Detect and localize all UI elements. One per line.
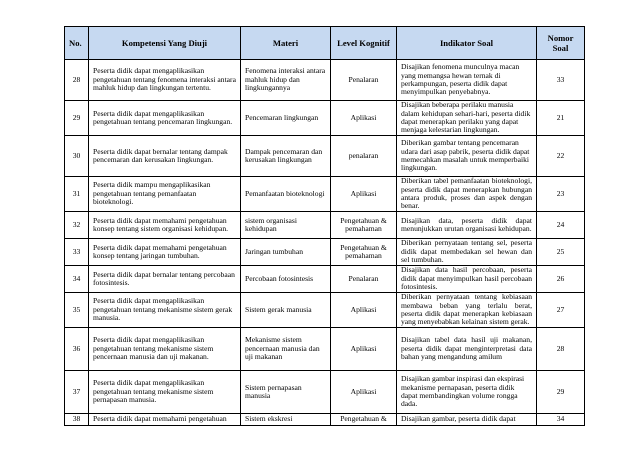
cell-nomor: 28	[537, 328, 585, 371]
cell-no: 32	[65, 212, 89, 239]
cell-materi: sistem organisasi kehidupan	[241, 212, 331, 239]
cell-kompetensi: Peserta didik dapat mengaplikasikan pengetahuan tentang fenomena interaksi antara mahluk hidup dan lingkungan tertentu.	[89, 60, 241, 101]
cell-kompetensi: Peserta didik dapat mengaplikasikan pengetahuan tentang mekanisme sistem pencernaan manusia dan uji makanan.	[89, 328, 241, 371]
cell-kompetensi: Peserta didik dapat mengaplikasikan pengetahuan tentang mekanisme sistem pernapasan manusia.	[89, 371, 241, 414]
cell-nomor: 24	[537, 212, 585, 239]
cell-indikator: Disajikan tabel data hasil uji makanan, peserta didik dapat menginterpretasi data bahan yang mengandung amilum	[397, 328, 537, 371]
cell-level: Pengetahuan & pemahaman	[331, 212, 397, 239]
cell-nomor: 27	[537, 293, 585, 328]
header-materi: Materi	[241, 27, 331, 60]
cell-materi: Sistem gerak manusia	[241, 293, 331, 328]
cell-indikator: Disajikan data hasil percobaan, peserta didik dapat menyimpulkan hasil percobaan fotosintesis.	[397, 266, 537, 293]
table-row	[65, 136, 585, 177]
cell-no: 38	[65, 414, 89, 426]
cell-nomor: 34	[537, 414, 585, 426]
cell-no: 34	[65, 266, 89, 293]
cell-kompetensi: Peserta didik dapat mengaplikasikan pengetahuan tentang pencemaran lingkungan.	[89, 101, 241, 136]
cell-indikator: Disajikan gambar inspirasi dan ekspirasi mekanisme pernapasan, peserta didik dapat membandingkan volume rongga dada.	[397, 371, 537, 414]
cell-indikator: Diberikan tabel pemanfaatan bioteknologi, peserta didik dapat menerapkan hubungan antara produk, proses dan aspek dengan benar.	[397, 177, 537, 212]
cell-level: Penalaran	[331, 266, 397, 293]
cell-indikator: Diberikan pernyataan tentang sel, peserta didik dapat membedakan sel hewan dan sel tumbuhan.	[397, 239, 537, 266]
header-no: No.	[65, 27, 89, 60]
cell-no: 37	[65, 371, 89, 414]
competency-table	[64, 26, 585, 426]
cell-level: Aplikasi	[331, 371, 397, 414]
cell-indikator: Disajikan data, peserta didik dapat menunjukkan urutan organisasi kehidupan.	[397, 212, 537, 239]
cell-level: Aplikasi	[331, 293, 397, 328]
cell-materi: Sistem ekskresi	[241, 414, 331, 426]
cell-indikator: Disajikan fenomena munculnya macan yang memangsa hewan ternak di perkampungan, peserta didik dapat menyimpulkan penyebabnya.	[397, 60, 537, 101]
table-row	[65, 60, 585, 101]
table-row	[65, 101, 585, 136]
cell-materi: Mekanisme sistem pencernaan manusia dan uji makanan	[241, 328, 331, 371]
header-kompetensi: Kompetensi Yang Diuji	[89, 27, 241, 60]
table-row	[65, 266, 585, 293]
cell-level: penalaran	[331, 136, 397, 177]
cell-nomor: 26	[537, 266, 585, 293]
cell-indikator: Diberikan gambar tentang pencemaran udara dari asap pabrik, peserta didik dapat memecahkan masalah untuk memperbaiki lingkungan.	[397, 136, 537, 177]
cell-indikator: Disajikan beberapa perilaku manusia dalam kehidupan sehari-hari, peserta didik dapat menerapkan perilaku yang dapat menjaga kelestarian lingkungan.	[397, 101, 537, 136]
cell-nomor: 22	[537, 136, 585, 177]
cell-level: Penalaran	[331, 60, 397, 101]
cell-no: 28	[65, 60, 89, 101]
cell-materi: Pemanfaatan bioteknologi	[241, 177, 331, 212]
cell-kompetensi: Peserta didik dapat bernalar tentang dampak pencemaran dan kerusakan lingkungan.	[89, 136, 241, 177]
header-level: Level Kognitif	[331, 27, 397, 60]
table-row	[65, 328, 585, 371]
cell-kompetensi: Peserta didik dapat memahami pengetahuan konsep tentang jaringan tumbuhan.	[89, 239, 241, 266]
cell-level: Aplikasi	[331, 101, 397, 136]
header-row	[65, 27, 585, 60]
cell-nomor: 33	[537, 60, 585, 101]
cell-nomor: 21	[537, 101, 585, 136]
cell-indikator: Diberikan pernyataan tentang kebiasaan membawa beban yang terlalu berat, peserta didik dapat menerapkan kebiasaan yang menyebabkan kelainan sistem gerak.	[397, 293, 537, 328]
cell-materi: Percobaan fotosintesis	[241, 266, 331, 293]
cell-kompetensi: Peserta didik dapat memahami pengetahuan	[89, 414, 241, 426]
cell-level: Aplikasi	[331, 177, 397, 212]
cell-no: 36	[65, 328, 89, 371]
cell-materi: Fenomena interaksi antara mahluk hidup dan lingkungannya	[241, 60, 331, 101]
cell-nomor: 25	[537, 239, 585, 266]
cell-no: 29	[65, 101, 89, 136]
cell-materi: Jaringan tumbuhan	[241, 239, 331, 266]
cell-level: Aplikasi	[331, 328, 397, 371]
header-nomor: Nomor Soal	[537, 27, 585, 60]
cell-materi: Pencemaran lingkungan	[241, 101, 331, 136]
table-row	[65, 177, 585, 212]
cell-no: 35	[65, 293, 89, 328]
table-row	[65, 212, 585, 239]
cell-kompetensi: Peserta didik mampu mengaplikasikan pengetahuan tentang pemanfaatan bioteknologi.	[89, 177, 241, 212]
cell-kompetensi: Peserta didik dapat bernalar tentang percobaan fotosintesis.	[89, 266, 241, 293]
cell-level: Pengetahuan &	[331, 414, 397, 426]
cell-materi: Dampak pencemaran dan kerusakan lingkungan	[241, 136, 331, 177]
cell-level: Pengetahuan & pemahaman	[331, 239, 397, 266]
cell-no: 31	[65, 177, 89, 212]
cell-materi: Sistem pernapasan manusia	[241, 371, 331, 414]
table-row	[65, 414, 585, 426]
cell-nomor: 29	[537, 371, 585, 414]
header-indikator: Indikator Soal	[397, 27, 537, 60]
table-row	[65, 293, 585, 328]
cell-kompetensi: Peserta didik dapat mengaplikasikan pengetahuan tentang mekanisme sistem gerak manusia.	[89, 293, 241, 328]
table-row	[65, 371, 585, 414]
cell-no: 30	[65, 136, 89, 177]
table-row	[65, 239, 585, 266]
cell-kompetensi: Peserta didik dapat memahami pengetahuan konsep tentang sistem organisasi kehidupan.	[89, 212, 241, 239]
cell-nomor: 23	[537, 177, 585, 212]
cell-no: 33	[65, 239, 89, 266]
cell-indikator: Disajikan gambar, peserta didik dapat	[397, 414, 537, 426]
